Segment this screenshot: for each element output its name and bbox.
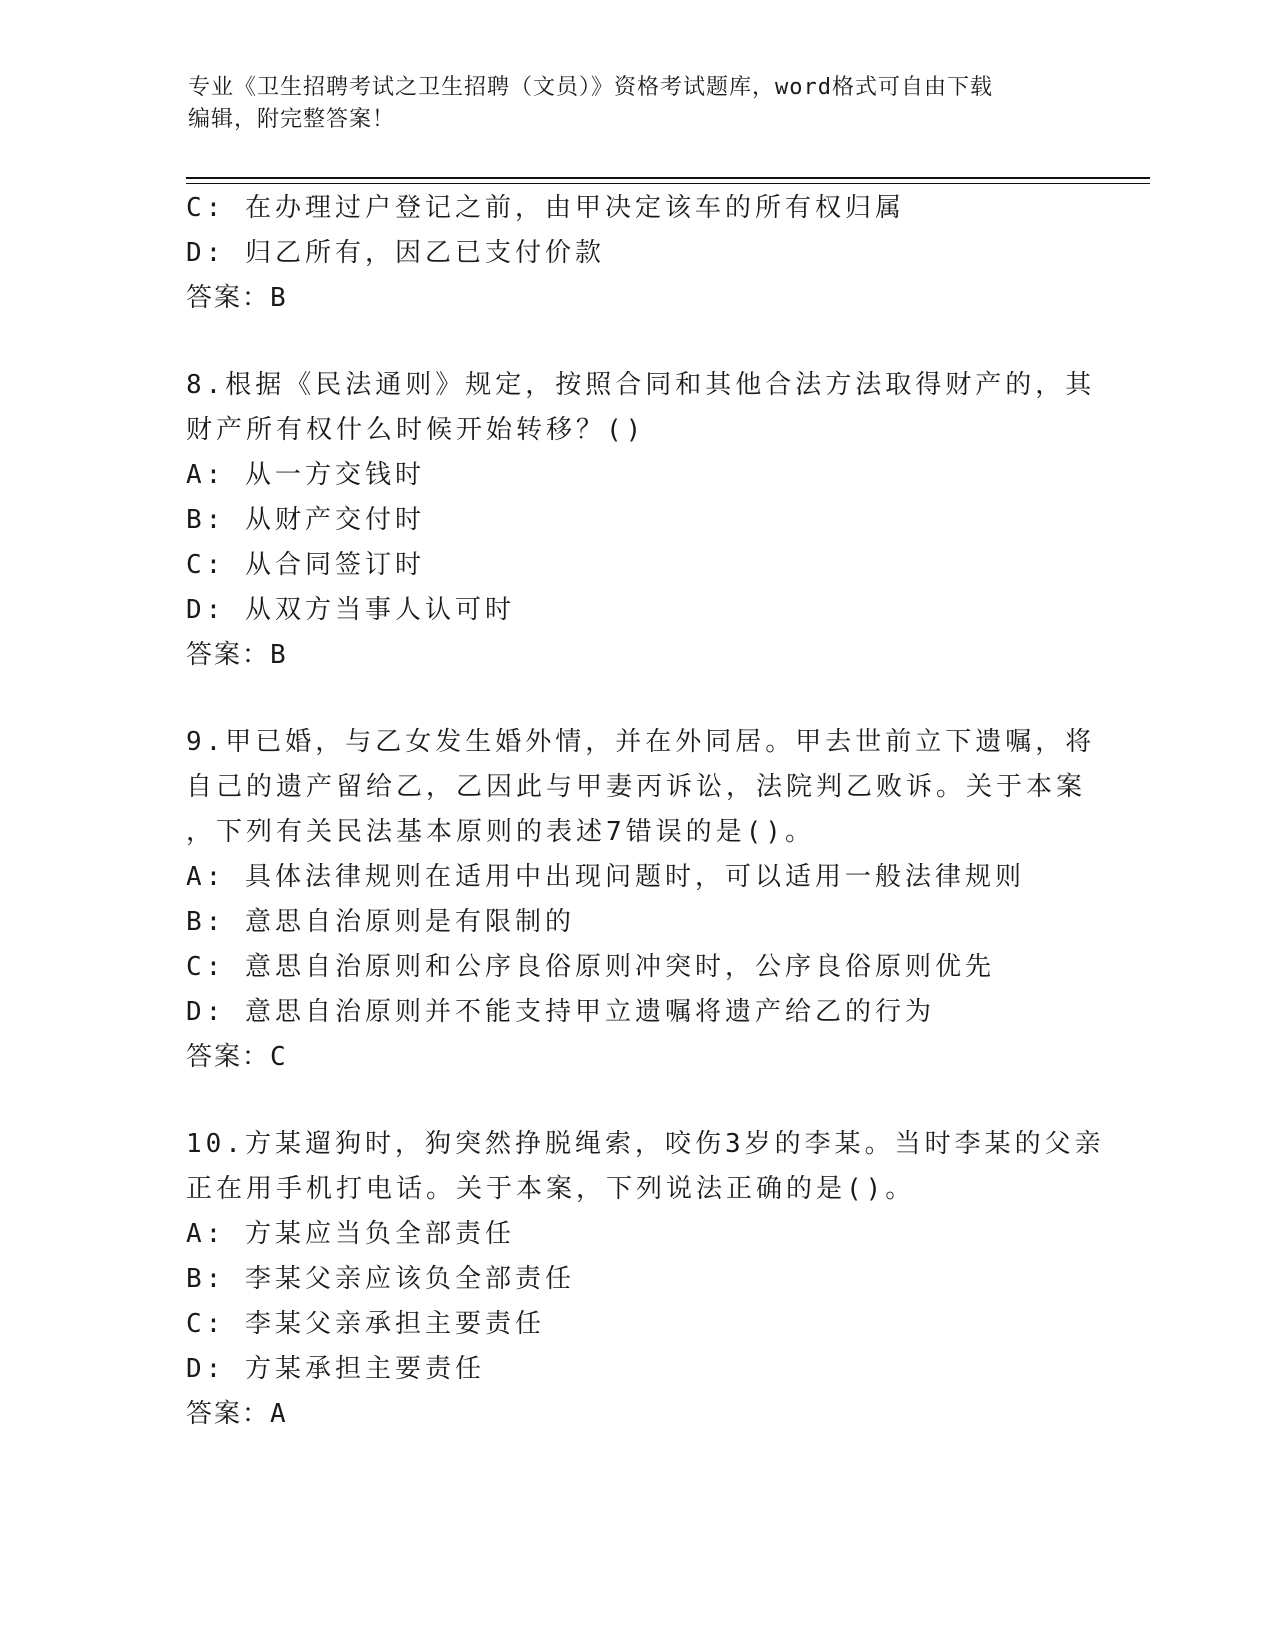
q9-option-a: A: 具体法律规则在适用中出现问题时，可以适用一般法律规则	[186, 862, 1025, 892]
q8-stem-line-2: 财产所有权什么时候开始转移？()	[186, 415, 646, 445]
q10-stem-line-1: 10.方某遛狗时，狗突然挣脱绳索，咬伤3岁的李某。当时李某的父亲	[186, 1129, 1105, 1159]
q8-option-c: C: 从合同签订时	[186, 550, 425, 580]
q9-option-b: B: 意思自治原则是有限制的	[186, 907, 575, 937]
document-header	[188, 72, 1088, 136]
q9-stem-line-2: 自己的遗产留给乙，乙因此与甲妻丙诉讼，法院判乙败诉。关于本案	[186, 772, 1087, 802]
q10-answer: 答案：A	[186, 1399, 288, 1429]
header-line-2: 编辑，附完整答案！	[188, 107, 396, 132]
q8-stem-line-1: 8.根据《民法通则》规定，按照合同和其他合法方法取得财产的，其	[186, 370, 1096, 400]
q10-stem-line-2: 正在用手机打电话。关于本案，下列说法正确的是()。	[186, 1174, 916, 1204]
q10-option-b: B: 李某父亲应该负全部责任	[186, 1264, 575, 1294]
q9-option-d: D: 意思自治原则并不能支持甲立遗嘱将遗产给乙的行为	[186, 997, 935, 1027]
q8-option-a: A: 从一方交钱时	[186, 460, 425, 490]
q9-option-c: C: 意思自治原则和公序良俗原则冲突时，公序良俗原则优先	[186, 952, 995, 982]
prev-option-c: C: 在办理过户登记之前，由甲决定该车的所有权归属	[186, 193, 905, 223]
q10-option-d: D: 方某承担主要责任	[186, 1354, 485, 1384]
q10-option-a: A: 方某应当负全部责任	[186, 1219, 515, 1249]
header-divider-thin	[186, 183, 1150, 184]
prev-answer: 答案：B	[186, 283, 288, 313]
q10-option-c: C: 李某父亲承担主要责任	[186, 1309, 545, 1339]
q9-stem-line-3: ，下列有关民法基本原则的表述7错误的是()。	[186, 817, 815, 847]
q8-option-b: B: 从财产交付时	[186, 505, 425, 535]
q9-stem-line-1: 9.甲已婚，与乙女发生婚外情，并在外同居。甲去世前立下遗嘱，将	[186, 727, 1096, 757]
q8-answer: 答案：B	[186, 640, 288, 670]
prev-option-d: D: 归乙所有，因乙已支付价款	[186, 238, 605, 268]
q9-answer: 答案：C	[186, 1042, 288, 1072]
header-divider-thick	[186, 177, 1150, 179]
q8-option-d: D: 从双方当事人认可时	[186, 595, 515, 625]
header-line-1: 专业《卫生招聘考试之卫生招聘（文员）》资格考试题库，word格式可自由下载	[188, 75, 993, 100]
